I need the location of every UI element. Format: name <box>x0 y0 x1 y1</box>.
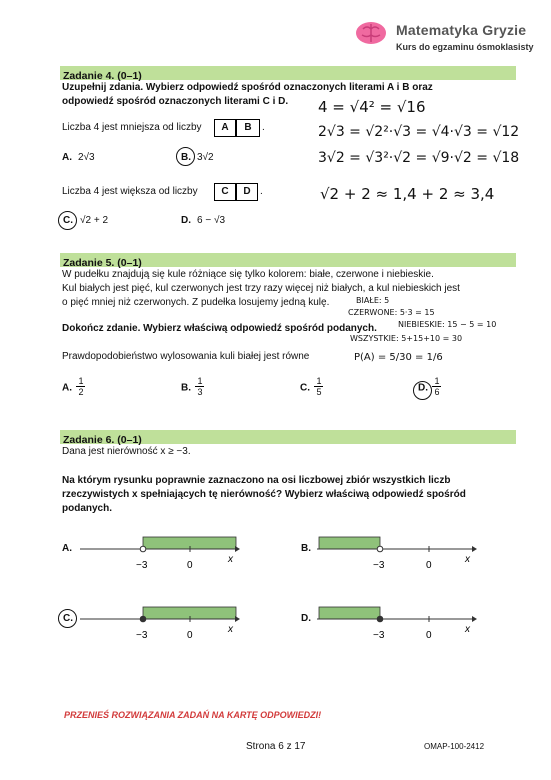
svg-text:−3: −3 <box>136 630 148 641</box>
option-a-value: 2√3 <box>78 152 95 163</box>
svg-text:−3: −3 <box>373 560 385 571</box>
page-number: Strona 6 z 17 <box>246 741 306 752</box>
task6-question-2: rzeczywistych x spełniających tę nierówność? Wybierz właściwą odpowiedź spośród <box>62 489 466 500</box>
svg-text:−3: −3 <box>373 630 385 641</box>
task5-text-2: Kul białych jest pięć, kul czerwonych jest trzy razy więcej niż białych, a kul niebieskich jest <box>62 283 460 294</box>
brain-logo-icon <box>355 20 387 46</box>
number-line-c[interactable] <box>80 602 240 642</box>
fraction: $\frac{1}{2}$ <box>78 376 84 397</box>
number-line-d[interactable] <box>317 602 479 642</box>
option-b-label[interactable]: B. <box>181 152 191 163</box>
fraction: $\frac{1}{3}$ <box>197 376 203 397</box>
option-6a-label[interactable]: A. <box>62 543 72 554</box>
exam-code: OMAP-100-2412 <box>424 742 485 751</box>
brand-title: Matematyka Gryzie <box>396 22 527 38</box>
fraction: $\frac{1}{5}$ <box>316 376 322 397</box>
brand-subtitle: Kurs do egzaminu ósmoklasisty <box>396 42 534 52</box>
handwritten-blue: NIEBIESKIE: 15 − 5 = 10 <box>398 320 497 329</box>
task5-prompt: Prawdopodobieństwo wylosowania kuli białej jest równe <box>62 351 310 362</box>
task5-instruction: Dokończ zdanie. Wybierz właściwą odpowiedź spośród podanych. <box>62 323 377 334</box>
transfer-note: PRZENIEŚ ROZWIĄZANIA ZADAŃ NA KARTĘ ODPOWIEDZI! <box>64 710 322 720</box>
task6-question-1: Na którym rysunku poprawnie zaznaczono na osi liczbowej zbiór wszystkich liczb <box>62 475 451 486</box>
task4-instruction-2: odpowiedź spośród oznaczonych literami C i D. <box>62 96 289 107</box>
option-d-label[interactable]: D. <box>181 215 191 226</box>
svg-text:0: 0 <box>426 630 432 641</box>
handwritten-total: WSZYSTKIE: 5+15+10 = 30 <box>350 334 463 343</box>
handwritten-probability: P(A) = 5/30 = 1/6 <box>354 352 443 363</box>
option-6c-label[interactable]: C. <box>63 613 73 624</box>
option-a-label[interactable]: A. <box>62 152 72 163</box>
option-6d-label[interactable]: D. <box>301 613 311 624</box>
answer-box-d[interactable]: D <box>236 183 258 201</box>
svg-text:x: x <box>228 624 233 635</box>
task5-text-3: o pięć mniej niż czerwonych. Z pudełka losujemy jedną kulę. <box>62 297 330 308</box>
task4-sentence-1: Liczba 4 jest mniejsza od liczby <box>62 122 202 133</box>
option-5a[interactable]: A. $\frac{1}{2}$ <box>62 376 84 397</box>
handwritten-line-4: √2 + 2 ≈ 1,4 + 2 ≈ 3,4 <box>320 185 495 203</box>
svg-text:x: x <box>228 554 233 565</box>
svg-text:x: x <box>465 624 470 635</box>
handwritten-red: CZERWONE: 5·3 = 15 <box>348 308 435 317</box>
task4-sentence-2: Liczba 4 jest większa od liczby <box>62 186 198 197</box>
number-line-b[interactable] <box>317 532 479 572</box>
svg-text:−3: −3 <box>136 560 148 571</box>
answer-box-a[interactable]: A <box>214 119 236 137</box>
task5-text-1: W pudełku znajdują się kule różniące się tylko kolorem: białe, czerwone i niebieskie. <box>62 269 434 280</box>
option-5c[interactable]: C. $\frac{1}{5}$ <box>300 376 322 397</box>
answer-box-b[interactable]: B <box>236 119 260 137</box>
option-5b[interactable]: B. $\frac{1}{3}$ <box>181 376 203 397</box>
handwritten-line-2: 2√3 = √2²·√3 = √4·√3 = √12 <box>318 124 520 140</box>
task4-instruction-1: Uzupełnij zdania. Wybierz odpowiedź spośród oznaczonych literami A i B oraz <box>62 82 433 93</box>
handwritten-line-1: 4 = √4² = √16 <box>318 98 426 116</box>
task5-header: Zadanie 5. (0–1) <box>60 253 516 267</box>
option-c-value: √2 + 2 <box>80 215 109 226</box>
number-line-a[interactable] <box>80 532 240 572</box>
svg-text:0: 0 <box>187 560 193 571</box>
task6-question-3: podanych. <box>62 503 113 514</box>
answer-box-c[interactable]: C <box>214 183 236 201</box>
option-5d[interactable]: D. $\frac{1}{6}$ <box>418 376 440 397</box>
task6-header: Zadanie 6. (0–1) <box>60 430 516 444</box>
handwritten-line-3: 3√2 = √3²·√2 = √9·√2 = √18 <box>318 150 520 166</box>
option-b-value: 3√2 <box>197 152 214 163</box>
option-c-label[interactable]: C. <box>63 215 73 226</box>
svg-text:0: 0 <box>187 630 193 641</box>
fraction: $\frac{1}{6}$ <box>434 376 440 397</box>
handwritten-white: BIAŁE: 5 <box>356 296 390 305</box>
svg-text:x: x <box>465 554 470 565</box>
task6-given: Dana jest nierówność x ≥ −3. <box>62 446 191 457</box>
option-d-value: 6 − √3 <box>197 215 226 226</box>
task4-header: Zadanie 4. (0–1) <box>60 66 516 80</box>
option-6b-label[interactable]: B. <box>301 543 311 554</box>
svg-text:0: 0 <box>426 560 432 571</box>
